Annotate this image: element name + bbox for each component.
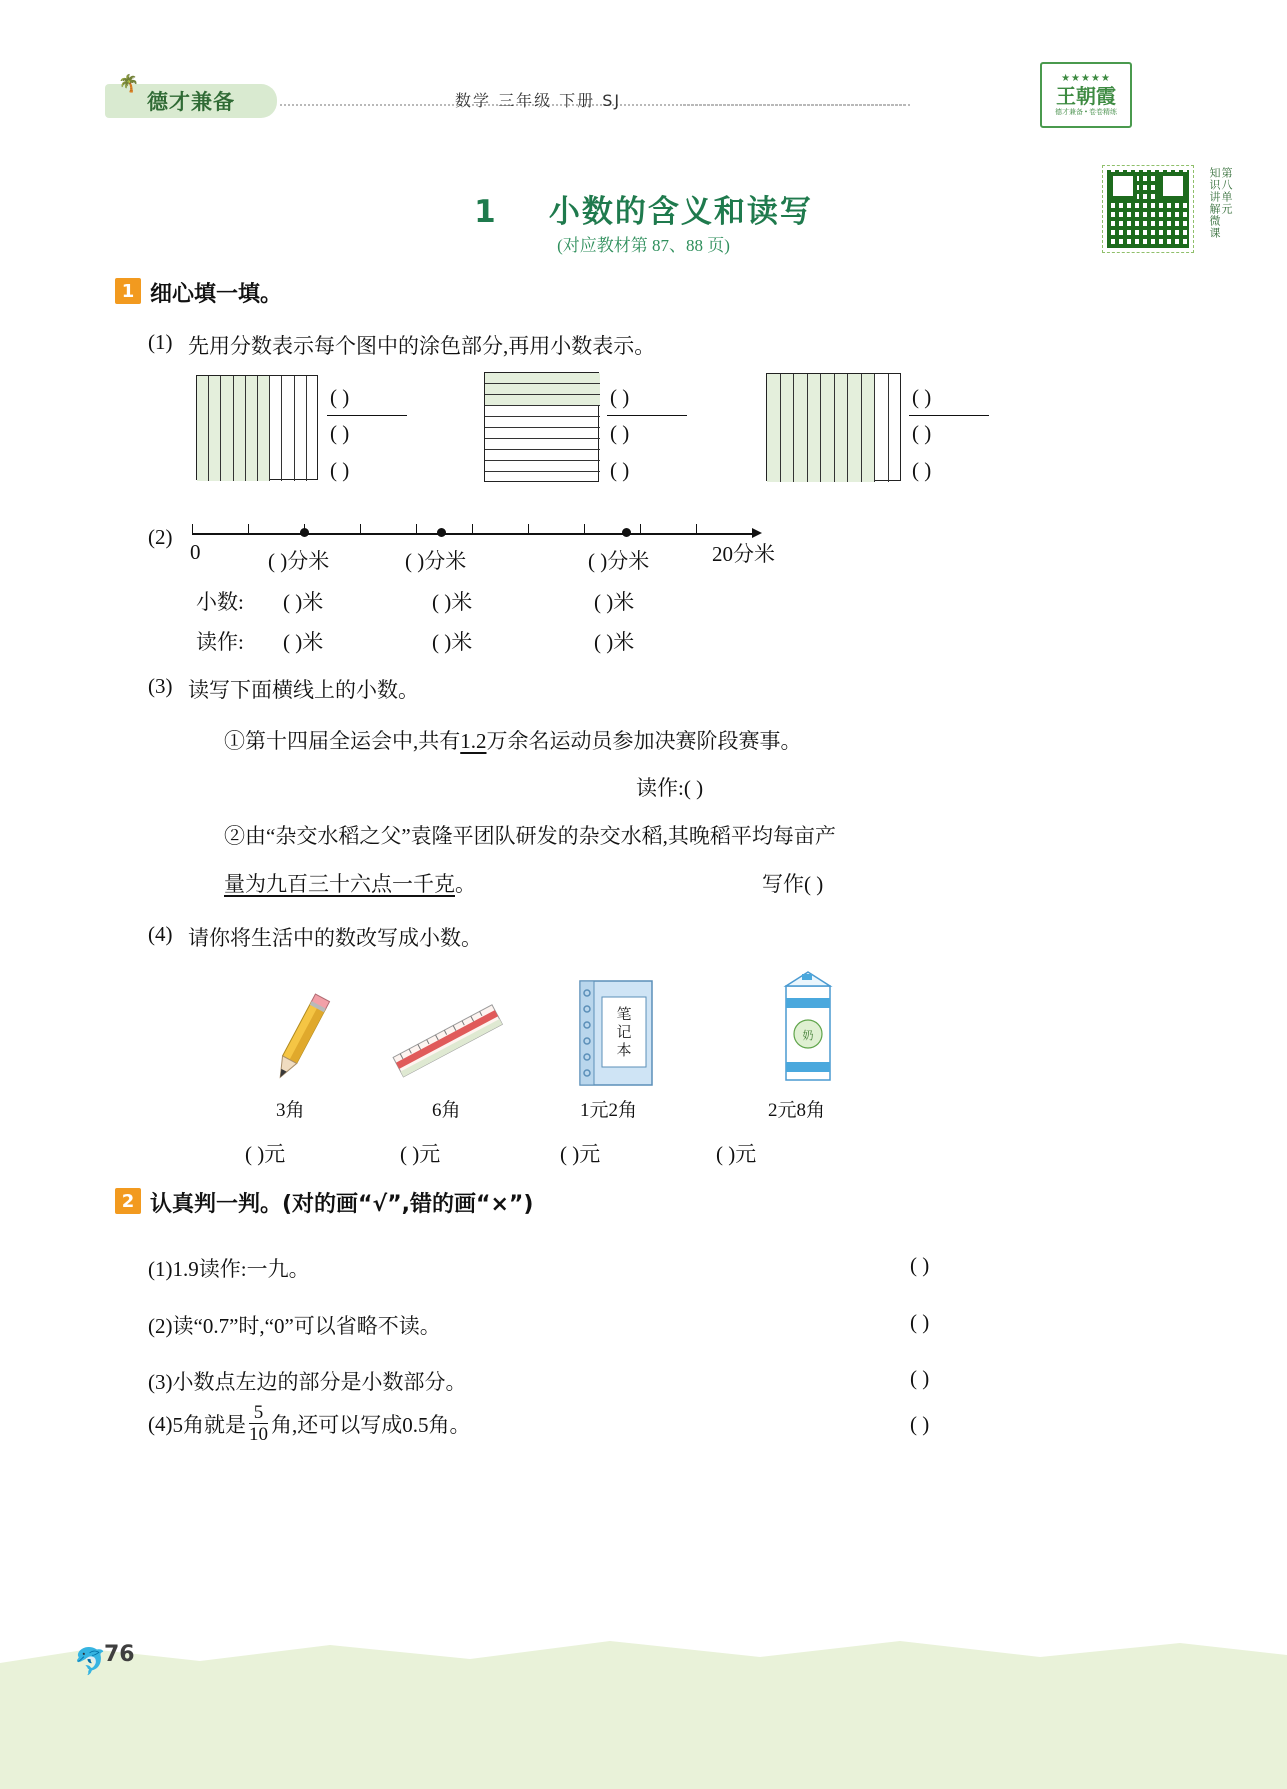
section-2-item-1-text: 1.9读作:一九。 (172, 1257, 310, 1281)
section-2-item-4 (148, 1400, 471, 1448)
figure-1-grid (196, 375, 318, 480)
number-line (192, 533, 752, 535)
section-2-item-4-fraction (249, 1403, 268, 1445)
decimal-row-blank-2[interactable]: ( )米 (432, 590, 473, 614)
fraction-denominator: 10 (249, 1424, 268, 1445)
q3-item-2-text: 由“杂交水稻之父”袁隆平团队研发的杂交水稻,其晚稻平均每亩产 (245, 824, 836, 848)
q3-item-1-underlined-number: 1.2 (460, 729, 487, 753)
svg-text:记: 记 (616, 1023, 632, 1041)
question-1-2-label: (2) (148, 525, 173, 549)
q3-item-2-underlined-text: 量为九百三十六点一千克 (224, 872, 455, 896)
stamp-stars: ★★★★★ (1061, 73, 1111, 84)
ruler-caption: 6角 (432, 1100, 461, 1121)
section-2-blank-4[interactable]: ( ) (910, 1412, 930, 1436)
figure-3-blank-numerator[interactable]: ( ) (912, 385, 932, 409)
question-1-4-label: (4) (148, 922, 173, 946)
q4-blank-1[interactable]: ( )元 (245, 1142, 286, 1166)
section-2-item-4-label: (4) (148, 1411, 173, 1436)
number-line-start-label: 0 (190, 540, 201, 564)
question-1-3-text: 读写下面横线上的小数。 (188, 678, 419, 702)
pencil-icon (255, 988, 345, 1088)
q3-item-2-line1 (224, 820, 836, 850)
section-2-item-1-label: (1) (148, 1257, 173, 1281)
figure-2-blank-denominator[interactable]: ( ) (610, 421, 630, 445)
number-line-point-3 (622, 528, 631, 537)
section-1-title: 细心填一填。 (150, 282, 283, 307)
number-line-point-1 (300, 528, 309, 537)
page-title (0, 186, 1287, 231)
svg-text:奶: 奶 (802, 1029, 814, 1042)
question-1-1-text: 先用分数表示每个图中的涂色部分,再用小数表示。 (188, 334, 656, 358)
dolphin-icon: 🐬 (74, 1647, 107, 1676)
question-1-1-label: (1) (148, 330, 173, 354)
svg-text:笔: 笔 (616, 1005, 632, 1023)
q3-item-2-line2 (224, 868, 476, 898)
qr-label-unit: 第八单元 (1220, 167, 1233, 215)
section-2-blank-3[interactable]: ( ) (910, 1366, 930, 1390)
section-2-item-4-before: 5角就是 (172, 1413, 246, 1437)
fraction-numerator: 5 (253, 1402, 264, 1424)
number-line-point-2 (437, 528, 446, 537)
q4-blank-3[interactable]: ( )元 (560, 1142, 601, 1166)
milk-caption: 2元8角 (768, 1100, 826, 1121)
question-1-4-text: 请你将生活中的数改写成小数。 (188, 926, 482, 950)
number-line-blank-3[interactable]: ( )分米 (588, 549, 650, 573)
figure-2-blank-numerator[interactable]: ( ) (610, 385, 630, 409)
qr-label-course: 知识讲解微课 (1208, 167, 1221, 239)
figure-3-grid (766, 373, 901, 481)
read-row-blank-3[interactable]: ( )米 (594, 630, 635, 654)
figure-1-blank-denominator[interactable]: ( ) (330, 421, 350, 445)
notebook-icon (572, 975, 660, 1090)
section-2-item-4-after: 角,还可以写成0.5角。 (271, 1413, 471, 1437)
lesson-number: 1 (474, 194, 498, 230)
stamp-subtext: 德才兼备 • 卷卷精练 (1055, 108, 1117, 116)
figure-2-blank-decimal[interactable]: ( ) (610, 458, 630, 482)
figure-3-blank-denominator[interactable]: ( ) (912, 421, 932, 445)
q3-item-1-marker: ① (224, 729, 245, 753)
section-2-blank-2[interactable]: ( ) (910, 1310, 930, 1334)
question-1-3-label: (3) (148, 674, 173, 698)
decimal-row-blank-1[interactable]: ( )米 (283, 590, 324, 614)
milk-carton-icon (772, 968, 844, 1090)
number-line-arrow-icon (752, 528, 762, 538)
q4-blank-4[interactable]: ( )元 (716, 1142, 757, 1166)
number-line-blank-1[interactable]: ( )分米 (268, 549, 330, 573)
section-2-item-3 (148, 1366, 467, 1396)
notebook-caption: 1元2角 (580, 1100, 638, 1121)
section-2-item-1 (148, 1253, 310, 1283)
figure-2-grid (484, 372, 599, 482)
read-row-label: 读作: (196, 630, 244, 654)
section-2-title: 认真判一判。(对的画“√”,错的画“×”) (150, 1192, 534, 1217)
header-center-title: 数学 三年级 下册 SJ (455, 91, 622, 110)
publisher-stamp (1040, 62, 1132, 128)
q3-item-1-answer-blank[interactable]: 读作:( ) (636, 776, 704, 800)
palm-tree-icon: 🌴 (118, 74, 140, 93)
ruler-icon (385, 995, 515, 1090)
footer-decoration (0, 1619, 1287, 1789)
decimal-row-label: 小数: (196, 590, 244, 614)
figure-1-blank-decimal[interactable]: ( ) (330, 458, 350, 482)
section-2-badge: 2 (115, 1188, 141, 1214)
lesson-subtitle: (对应教材第 87、88 页) (557, 236, 730, 255)
decimal-row-blank-3[interactable]: ( )米 (594, 590, 635, 614)
read-row-blank-2[interactable]: ( )米 (432, 630, 473, 654)
figure-3-fraction-bar (909, 415, 989, 416)
section-2-item-3-label: (3) (148, 1370, 173, 1394)
pencil-caption: 3角 (276, 1100, 305, 1121)
q3-item-1-before: 第十四届全运会中,共有 (245, 729, 461, 753)
section-2-item-2-text: 读“0.7”时,“0”可以省略不读。 (172, 1314, 441, 1338)
section-2-item-2-label: (2) (148, 1314, 173, 1338)
q3-item-2-marker: ② (224, 824, 245, 848)
read-row-blank-1[interactable]: ( )米 (283, 630, 324, 654)
lesson-title-text: 小数的含义和读写 (548, 194, 813, 230)
banner-label: 德才兼备 (147, 90, 235, 114)
q4-blank-2[interactable]: ( )元 (400, 1142, 441, 1166)
header-divider-right (680, 104, 905, 106)
q3-item-2-answer-blank[interactable]: 写作( ) (762, 872, 824, 896)
figure-2-fraction-bar (607, 415, 687, 416)
page-number: 76 (104, 1642, 135, 1667)
svg-text:本: 本 (616, 1041, 632, 1059)
figure-1-fraction-bar (327, 415, 407, 416)
q3-item-2-tail: 。 (455, 872, 476, 896)
stamp-brand: 王朝霞 (1056, 84, 1116, 108)
section-2-item-2 (148, 1310, 441, 1340)
section-1-badge: 1 (115, 278, 141, 304)
section-2-item-3-text: 小数点左边的部分是小数部分。 (172, 1370, 467, 1394)
q3-item-1 (224, 725, 802, 755)
figure-3-blank-decimal[interactable]: ( ) (912, 458, 932, 482)
number-line-blank-2[interactable]: ( )分米 (405, 549, 467, 573)
q3-item-1-after: 万余名运动员参加决赛阶段赛事。 (486, 729, 802, 753)
number-line-end-label: 20分米 (712, 542, 775, 566)
figure-1-blank-numerator[interactable]: ( ) (330, 385, 350, 409)
section-2-blank-1[interactable]: ( ) (910, 1253, 930, 1277)
